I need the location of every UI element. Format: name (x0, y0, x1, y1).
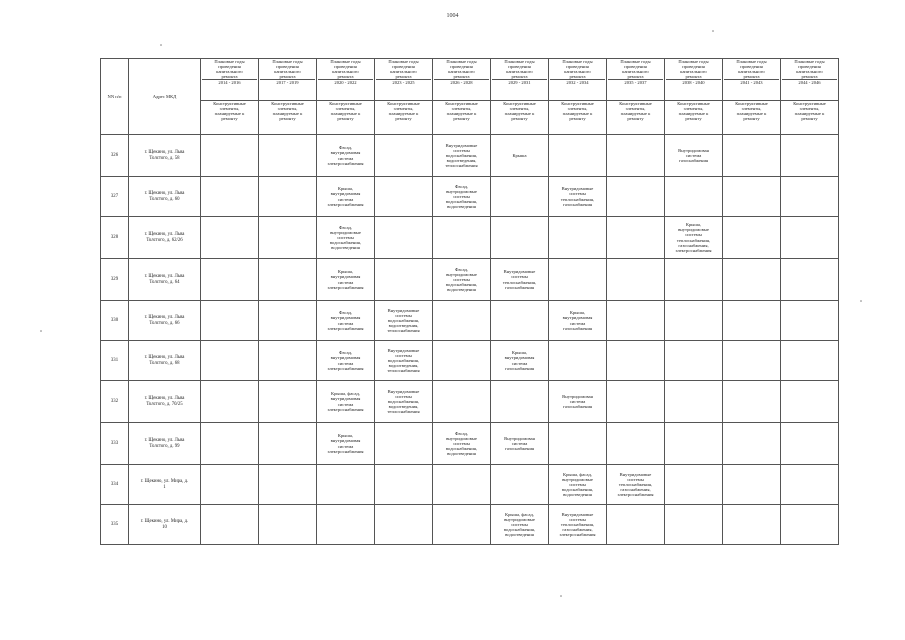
repair-elements-cell (607, 217, 665, 259)
row-address: г. Щекино, ул. Льва Толстого, д. 58 (129, 135, 201, 177)
repair-elements-cell (259, 381, 317, 423)
period-header (665, 59, 723, 101)
repair-elements-cell (375, 217, 433, 259)
period-header (375, 59, 433, 101)
repair-elements-cell: Фасад, внутридомовые системы водоснабжения, водоотведения (317, 217, 375, 259)
repair-elements-cell (375, 177, 433, 217)
repair-elements-cell: Внутридомовые системы теплоснабжения, газоснабжения (549, 177, 607, 217)
period-years: 2017 - 2019 (260, 79, 315, 85)
repair-elements-cell (201, 423, 259, 465)
scan-speck (712, 30, 714, 32)
period-label: Плановые годы проведения капитального ремонта (620, 59, 651, 80)
table-row (101, 135, 839, 177)
repair-elements-cell (781, 259, 839, 301)
table-row (101, 381, 839, 423)
period-subheader: Конструктивные элементы, планируемые к ремонту (723, 101, 781, 135)
repair-elements-cell: Внутридомовая система газоснабжения (491, 423, 549, 465)
period-years: 2038 - 2040 (666, 79, 721, 85)
table-row (101, 341, 839, 381)
period-header (723, 59, 781, 101)
period-subheader: Конструктивные элементы, планируемые к ремонту (549, 101, 607, 135)
period-subheader: Конструктивные элементы, планируемые к ремонту (665, 101, 723, 135)
repair-elements-cell: Крыша (491, 135, 549, 177)
period-header (549, 59, 607, 101)
repair-elements-cell (665, 423, 723, 465)
row-number: 334 (101, 465, 129, 505)
repair-elements-cell (259, 301, 317, 341)
repair-elements-cell (201, 505, 259, 545)
period-years: 2041 - 2043 (724, 79, 779, 85)
repair-elements-cell: Внутридомовая система газоснабжения (549, 381, 607, 423)
repair-elements-cell (781, 423, 839, 465)
row-number: 335 (101, 505, 129, 545)
row-address: г. Щекино, ул. Льва Толстого, д. 60 (129, 177, 201, 217)
repair-elements-cell (259, 259, 317, 301)
period-header (317, 59, 375, 101)
repair-elements-cell: Фасад, внутридомовые системы водоснабжения, водоотведения (433, 177, 491, 217)
row-address: г. Щекино, ул. Льва Толстого, д. 62/26 (129, 217, 201, 259)
repair-elements-cell (723, 505, 781, 545)
row-address: г. Щекино, ул. Льва Толстого, д. 99 (129, 423, 201, 465)
period-label: Плановые годы проведения капитального ремонта (330, 59, 361, 80)
repair-elements-cell (317, 505, 375, 545)
period-years: 2029 - 2031 (492, 79, 547, 85)
period-years: 2026 - 2028 (434, 79, 489, 85)
repair-elements-cell (491, 465, 549, 505)
scan-speck (40, 330, 42, 332)
period-header (781, 59, 839, 101)
repair-elements-cell (781, 177, 839, 217)
repair-elements-cell (723, 217, 781, 259)
repair-elements-cell (259, 505, 317, 545)
repair-elements-cell (781, 217, 839, 259)
period-years: 2044 - 2046 (782, 79, 837, 85)
repair-elements-cell (549, 217, 607, 259)
row-number: 329 (101, 259, 129, 301)
repair-elements-cell: Фасад, внутридомовые системы водоснабжения, водоотведения (433, 423, 491, 465)
table-row (101, 217, 839, 259)
repair-elements-cell: Внутридомовые системы теплоснабжения, газоснабжения, электроснабжения (549, 505, 607, 545)
repair-elements-cell (201, 259, 259, 301)
repair-elements-cell: Крыша, фасад, внутридомовые системы водоснабжения, водоотведения (491, 505, 549, 545)
table-row (101, 301, 839, 341)
row-address: г. Щекино, ул. Льва Толстого, д. 70/25 (129, 381, 201, 423)
repair-elements-cell: Фасад, внутридомовая система электроснабжения (317, 135, 375, 177)
repair-elements-cell: Внутридомовые системы теплоснабжения, газоснабжения (491, 259, 549, 301)
period-label: Плановые годы проведения капитального ремонта (388, 59, 419, 80)
repair-elements-cell (549, 423, 607, 465)
repair-elements-cell (723, 423, 781, 465)
repair-elements-cell (201, 381, 259, 423)
scan-speck (860, 300, 862, 302)
repair-elements-cell (201, 301, 259, 341)
repair-elements-cell (201, 217, 259, 259)
repair-elements-cell (433, 341, 491, 381)
repair-elements-cell (259, 423, 317, 465)
repair-elements-cell (549, 259, 607, 301)
row-address: г. Щекино, ул. Мира, д. 1 (129, 465, 201, 505)
repair-elements-cell (665, 177, 723, 217)
repair-elements-cell: Крыша, фасад, внутридомовая система электроснабжения (317, 381, 375, 423)
table-row (101, 423, 839, 465)
repair-elements-cell (375, 505, 433, 545)
repair-elements-cell (723, 301, 781, 341)
repair-elements-cell (723, 381, 781, 423)
repair-elements-cell (549, 135, 607, 177)
repair-elements-cell (491, 301, 549, 341)
row-address: г. Щекино, ул. Мира, д. 10 (129, 505, 201, 545)
scan-speck (560, 595, 562, 597)
row-number: 327 (101, 177, 129, 217)
period-header (607, 59, 665, 101)
period-years: 2023 - 2025 (376, 79, 431, 85)
repair-elements-cell (259, 465, 317, 505)
repair-elements-cell (201, 177, 259, 217)
repair-elements-cell (607, 381, 665, 423)
repair-elements-cell (781, 135, 839, 177)
repair-elements-cell (201, 135, 259, 177)
repair-elements-cell (375, 135, 433, 177)
repair-elements-cell (259, 341, 317, 381)
repair-elements-cell (665, 465, 723, 505)
repair-elements-cell (607, 135, 665, 177)
repair-elements-cell (665, 341, 723, 381)
table-row (101, 465, 839, 505)
repair-elements-cell: Крыша, внутридомовая система электроснабжения (317, 177, 375, 217)
repair-elements-cell (607, 505, 665, 545)
repair-elements-cell: Внутридомовые системы водоснабжения, водоотведения, теплоснабжения (375, 341, 433, 381)
repair-elements-cell (607, 301, 665, 341)
period-subheader: Конструктивные элементы, планируемые к ремонту (201, 101, 259, 135)
period-label: Плановые годы проведения капитального ремонта (214, 59, 245, 80)
repair-elements-cell (665, 381, 723, 423)
repair-elements-cell (259, 135, 317, 177)
repair-elements-cell (665, 259, 723, 301)
page-number: 1004 (446, 13, 459, 19)
period-years: 2014 - 2016 (202, 79, 257, 85)
period-subheader: Конструктивные элементы, планируемые к ремонту (259, 101, 317, 135)
row-number: 328 (101, 217, 129, 259)
repair-elements-cell (607, 259, 665, 301)
repair-elements-cell (723, 259, 781, 301)
repair-elements-cell: Фасад, внутридомовая система электроснабжения (317, 341, 375, 381)
repair-elements-cell: Внутридомовая система газоснабжения (665, 135, 723, 177)
row-address: г. Щекино, ул. Льва Толстого, д. 64 (129, 259, 201, 301)
repair-elements-cell (723, 465, 781, 505)
period-subheader: Конструктивные элементы, планируемые к ремонту (375, 101, 433, 135)
repair-elements-cell (549, 341, 607, 381)
repair-elements-cell (375, 423, 433, 465)
period-subheader: Конструктивные элементы, планируемые к ремонту (317, 101, 375, 135)
repair-elements-cell (491, 381, 549, 423)
period-label: Плановые годы проведения капитального ремонта (562, 59, 593, 80)
period-header (201, 59, 259, 101)
repair-elements-cell (607, 177, 665, 217)
period-header (433, 59, 491, 101)
period-label: Плановые годы проведения капитального ремонта (504, 59, 535, 80)
repair-elements-cell (259, 177, 317, 217)
repair-elements-cell (433, 381, 491, 423)
repair-elements-cell (375, 465, 433, 505)
row-number: 326 (101, 135, 129, 177)
row-number: 330 (101, 301, 129, 341)
repair-elements-cell: Крыша, внутридомовая система электроснабжения (317, 259, 375, 301)
period-years: 2035 - 2037 (608, 79, 663, 85)
repair-elements-cell: Внутридомовые системы водоснабжения, водоотведения, теплоснабжения (433, 135, 491, 177)
repair-elements-cell: Крыша, внутридомовая система газоснабжения (549, 301, 607, 341)
scan-speck (160, 44, 162, 46)
repair-elements-cell (665, 301, 723, 341)
repair-elements-cell (433, 505, 491, 545)
period-label: Плановые годы проведения капитального ремонта (736, 59, 767, 80)
col-addr-header: Адрес МКД (129, 59, 201, 135)
repair-elements-cell: Внутридомовые системы теплоснабжения, газоснабжения, электроснабжения (607, 465, 665, 505)
period-subheader: Конструктивные элементы, планируемые к ремонту (433, 101, 491, 135)
period-label: Плановые годы проведения капитального ремонта (794, 59, 825, 80)
repair-elements-cell (665, 505, 723, 545)
repair-elements-cell (781, 341, 839, 381)
repair-elements-cell: Фасад, внутридомовые системы водоснабжения, водоотведения (433, 259, 491, 301)
period-years: 2032 - 2034 (550, 79, 605, 85)
repair-elements-cell: Крыша, внутридомовые системы теплоснабжения, газоснабжения, электроснабжения (665, 217, 723, 259)
period-subheader: Конструктивные элементы, планируемые к ремонту (607, 101, 665, 135)
repair-elements-cell (781, 505, 839, 545)
period-years: 2020 - 2022 (318, 79, 373, 85)
row-number: 332 (101, 381, 129, 423)
repair-elements-cell (723, 135, 781, 177)
repair-elements-cell: Крыша, фасад, внутридомовые системы водоснабжения, водоотведения (549, 465, 607, 505)
row-address: г. Щекино, ул. Льва Толстого, д. 66 (129, 301, 201, 341)
table-row (101, 259, 839, 301)
repair-elements-cell (375, 259, 433, 301)
table-row (101, 177, 839, 217)
repair-schedule-sheet (100, 58, 839, 545)
repair-elements-cell (491, 217, 549, 259)
period-header (259, 59, 317, 101)
period-label: Плановые годы проведения капитального ремонта (678, 59, 709, 80)
table-row (101, 505, 839, 545)
repair-elements-cell: Внутридомовые системы водоснабжения, водоотведения, теплоснабжения (375, 301, 433, 341)
period-subheader: Конструктивные элементы, планируемые к ремонту (781, 101, 839, 135)
row-number: 331 (101, 341, 129, 381)
repair-elements-cell (781, 301, 839, 341)
period-label: Плановые годы проведения капитального ремонта (446, 59, 477, 80)
period-label: Плановые годы проведения капитального ремонта (272, 59, 303, 80)
repair-elements-cell (201, 341, 259, 381)
repair-elements-cell (723, 341, 781, 381)
repair-elements-cell: Крыша, внутридомовая система электроснабжения (317, 423, 375, 465)
repair-elements-cell (433, 301, 491, 341)
repair-elements-cell (491, 177, 549, 217)
repair-elements-cell (259, 217, 317, 259)
repair-schedule-table (100, 58, 839, 545)
repair-elements-cell (317, 465, 375, 505)
repair-elements-cell (607, 423, 665, 465)
col-num-header: NN п/п (101, 59, 129, 135)
repair-elements-cell (607, 341, 665, 381)
repair-elements-cell (433, 217, 491, 259)
period-subheader: Конструктивные элементы, планируемые к ремонту (491, 101, 549, 135)
repair-elements-cell (723, 177, 781, 217)
repair-elements-cell (781, 465, 839, 505)
repair-elements-cell (433, 465, 491, 505)
repair-elements-cell: Фасад, внутридомовая система электроснабжения (317, 301, 375, 341)
row-number: 333 (101, 423, 129, 465)
row-address: г. Щекино, ул. Льва Толстого, д. 68 (129, 341, 201, 381)
repair-elements-cell (781, 381, 839, 423)
repair-elements-cell (201, 465, 259, 505)
repair-elements-cell: Внутридомовые системы водоснабжения, водоотведения, теплоснабжения (375, 381, 433, 423)
repair-elements-cell: Крыша, внутридомовая система газоснабжения (491, 341, 549, 381)
period-header (491, 59, 549, 101)
